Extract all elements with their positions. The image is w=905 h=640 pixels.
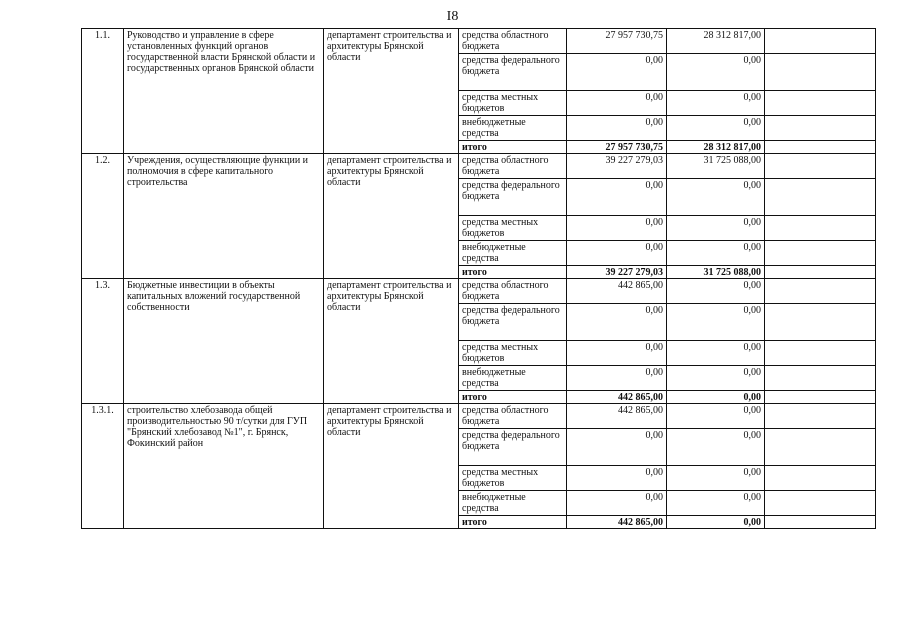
amount-col-1: 0,00 <box>567 366 667 391</box>
amount-col-1: 0,00 <box>567 304 667 341</box>
empty-cell <box>765 116 876 141</box>
amount-col-2: 0,00 <box>667 216 765 241</box>
empty-cell <box>765 429 876 466</box>
funding-source: средства федерального бюджета <box>459 54 567 91</box>
amount-col-2: 0,00 <box>667 304 765 341</box>
funding-source: итого <box>459 141 567 154</box>
item-executor: департамент строительства и архитектуры Брянской области <box>324 279 459 404</box>
empty-cell <box>765 29 876 54</box>
amount-col-1: 39 227 279,03 <box>567 266 667 279</box>
empty-cell <box>765 279 876 304</box>
amount-col-1: 0,00 <box>567 491 667 516</box>
empty-cell <box>765 404 876 429</box>
amount-col-1: 27 957 730,75 <box>567 141 667 154</box>
funding-source: средства местных бюджетов <box>459 91 567 116</box>
item-number: 1.1. <box>82 29 124 154</box>
amount-col-1: 0,00 <box>567 216 667 241</box>
empty-cell <box>765 154 876 179</box>
item-title: строительство хлебозавода общей производительностью 90 т/сутки для ГУП "Брянский хлебозавод №1", г. Брянск, Фокинский район <box>124 404 324 529</box>
amount-col-2: 0,00 <box>667 54 765 91</box>
amount-col-1: 0,00 <box>567 429 667 466</box>
amount-col-1: 442 865,00 <box>567 404 667 429</box>
empty-cell <box>765 266 876 279</box>
amount-col-2: 0,00 <box>667 391 765 404</box>
amount-col-1: 0,00 <box>567 341 667 366</box>
amount-col-1: 0,00 <box>567 179 667 216</box>
funding-source: внебюджетные средства <box>459 241 567 266</box>
amount-col-2: 0,00 <box>667 516 765 529</box>
amount-col-2: 0,00 <box>667 116 765 141</box>
page-number: I8 <box>446 9 459 24</box>
amount-col-1: 0,00 <box>567 54 667 91</box>
item-title: Учреждения, осуществляющие функции и полномочия в сфере капитального строительства <box>124 154 324 279</box>
empty-cell <box>765 54 876 91</box>
empty-cell <box>765 341 876 366</box>
amount-col-2: 31 725 088,00 <box>667 266 765 279</box>
item-executor: департамент строительства и архитектуры Брянской области <box>324 404 459 529</box>
table-row <box>82 154 876 179</box>
empty-cell <box>765 91 876 116</box>
funding-source: средства федерального бюджета <box>459 429 567 466</box>
funding-source: средства областного бюджета <box>459 404 567 429</box>
item-title: Бюджетные инвестиции в объекты капитальных вложений государственной собственности <box>124 279 324 404</box>
amount-col-2: 28 312 817,00 <box>667 141 765 154</box>
funding-source: внебюджетные средства <box>459 491 567 516</box>
amount-col-2: 0,00 <box>667 279 765 304</box>
empty-cell <box>765 304 876 341</box>
funding-source: средства федерального бюджета <box>459 179 567 216</box>
table-row <box>82 404 876 429</box>
table-body <box>82 29 876 529</box>
funding-source: средства местных бюджетов <box>459 341 567 366</box>
funding-source: средства федерального бюджета <box>459 304 567 341</box>
amount-col-1: 442 865,00 <box>567 279 667 304</box>
funding-source: средства местных бюджетов <box>459 466 567 491</box>
amount-col-1: 0,00 <box>567 241 667 266</box>
amount-col-2: 0,00 <box>667 466 765 491</box>
empty-cell <box>765 216 876 241</box>
funding-source: итого <box>459 516 567 529</box>
amount-col-2: 0,00 <box>667 429 765 466</box>
amount-col-2: 0,00 <box>667 404 765 429</box>
empty-cell <box>765 516 876 529</box>
funding-source: итого <box>459 391 567 404</box>
item-number: 1.3.1. <box>82 404 124 529</box>
table-row <box>82 29 876 54</box>
empty-cell <box>765 141 876 154</box>
amount-col-2: 0,00 <box>667 91 765 116</box>
amount-col-1: 442 865,00 <box>567 391 667 404</box>
amount-col-1: 0,00 <box>567 466 667 491</box>
amount-col-2: 31 725 088,00 <box>667 154 765 179</box>
funding-source: внебюджетные средства <box>459 366 567 391</box>
funding-source: средства местных бюджетов <box>459 216 567 241</box>
funding-source: итого <box>459 266 567 279</box>
item-number: 1.2. <box>82 154 124 279</box>
amount-col-1: 39 227 279,03 <box>567 154 667 179</box>
amount-col-2: 0,00 <box>667 341 765 366</box>
amount-col-1: 0,00 <box>567 116 667 141</box>
empty-cell <box>765 491 876 516</box>
empty-cell <box>765 466 876 491</box>
empty-cell <box>765 391 876 404</box>
item-number: 1.3. <box>82 279 124 404</box>
item-executor: департамент строительства и архитектуры Брянской области <box>324 29 459 154</box>
funding-source: внебюджетные средства <box>459 116 567 141</box>
item-executor: департамент строительства и архитектуры Брянской области <box>324 154 459 279</box>
budget-table <box>81 28 876 529</box>
amount-col-1: 442 865,00 <box>567 516 667 529</box>
empty-cell <box>765 179 876 216</box>
funding-source: средства областного бюджета <box>459 154 567 179</box>
empty-cell <box>765 366 876 391</box>
amount-col-1: 27 957 730,75 <box>567 29 667 54</box>
table-row <box>82 279 876 304</box>
funding-source: средства областного бюджета <box>459 29 567 54</box>
empty-cell <box>765 241 876 266</box>
item-title: Руководство и управление в сфере установленных функций органов государственной власти Брянской области и государственных органов Брянской области <box>124 29 324 154</box>
amount-col-2: 0,00 <box>667 179 765 216</box>
funding-source: средства областного бюджета <box>459 279 567 304</box>
amount-col-2: 0,00 <box>667 241 765 266</box>
amount-col-2: 28 312 817,00 <box>667 29 765 54</box>
amount-col-2: 0,00 <box>667 366 765 391</box>
amount-col-1: 0,00 <box>567 91 667 116</box>
amount-col-2: 0,00 <box>667 491 765 516</box>
